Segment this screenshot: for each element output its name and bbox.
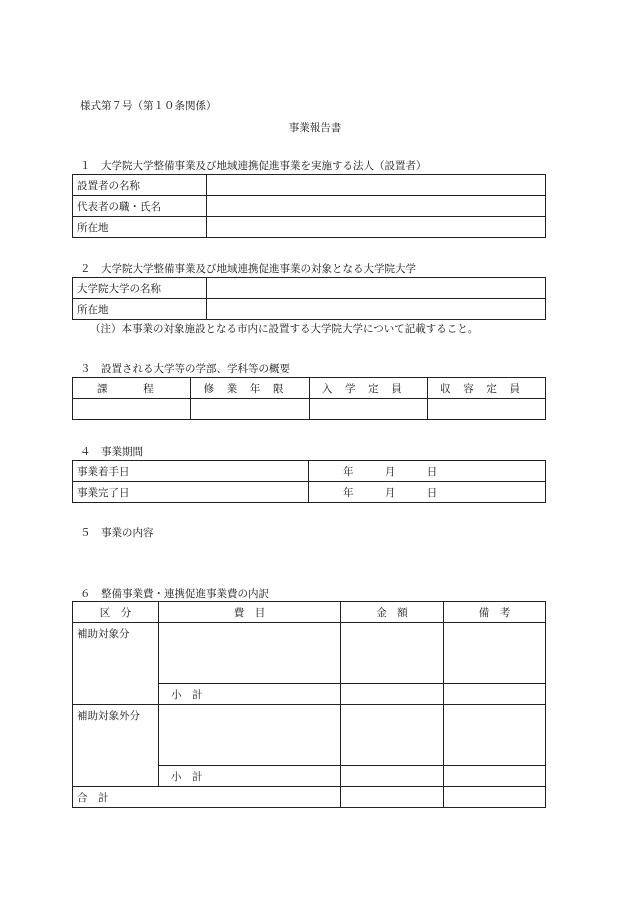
year-label: 年 (343, 465, 354, 478)
value-cell[interactable] (191, 399, 309, 420)
subtotal-label: 小 計 (159, 766, 341, 787)
header-years: 修業年限 (191, 378, 309, 399)
total-label: 合 計 (73, 787, 341, 808)
header-capacity: 収容定員 (427, 378, 545, 399)
table-row (73, 196, 546, 217)
label-cell: 設置者の名称 (73, 175, 207, 196)
header-course: 課 程 (73, 378, 191, 399)
section2-table (72, 277, 546, 320)
header-category: 区 分 (73, 602, 159, 623)
section3-table (72, 377, 546, 420)
month-label: 月 (384, 486, 396, 499)
section2-note: （注）本事業の対象施設となる市内に設置する大学院大学について記載すること。 (90, 323, 479, 335)
group-non-subsidized: 補助対象外分 (73, 705, 159, 787)
value-cell[interactable] (207, 217, 546, 238)
header-remarks: 備 考 (444, 602, 546, 623)
item-cell[interactable] (159, 705, 341, 766)
table-row (73, 299, 546, 320)
header-admission: 入学定員 (309, 378, 427, 399)
section3-heading: ３ 設置される大学等の学部、学科等の概要 (80, 363, 290, 375)
value-cell[interactable] (207, 278, 546, 299)
remarks-cell[interactable] (444, 684, 546, 705)
date-cell[interactable] (309, 482, 546, 503)
total-row (73, 787, 546, 808)
table-row (73, 623, 546, 684)
subtotal-label: 小 計 (159, 684, 341, 705)
amount-cell[interactable] (341, 787, 444, 808)
document-title: 事業報告書 (288, 122, 342, 134)
section2-heading: ２ 大学院大学整備事業及び地域連携促進事業の対象となる大学院大学 (80, 263, 416, 275)
table-row (73, 399, 546, 420)
label-cell: 事業着手日 (73, 461, 309, 482)
year-label: 年 (343, 486, 354, 499)
label-cell: 所在地 (73, 299, 207, 320)
value-cell[interactable] (207, 175, 546, 196)
table-row (73, 175, 546, 196)
label-cell: 所在地 (73, 217, 207, 238)
value-cell[interactable] (427, 399, 545, 420)
remarks-cell[interactable] (444, 623, 546, 684)
day-label: 日 (426, 486, 438, 499)
label-cell: 事業完了日 (73, 482, 309, 503)
form-number: 様式第７号（第１０条関係） (80, 100, 217, 112)
section6-table (72, 601, 546, 808)
table-header-row (73, 378, 546, 399)
section1-table (72, 174, 546, 238)
remarks-cell[interactable] (444, 766, 546, 787)
section5-heading: ５ 事業の内容 (80, 527, 154, 539)
value-cell[interactable] (207, 196, 546, 217)
day-label: 日 (426, 465, 438, 478)
value-cell[interactable] (309, 399, 427, 420)
remarks-cell[interactable] (444, 705, 546, 766)
table-row (73, 217, 546, 238)
item-cell[interactable] (159, 623, 341, 684)
table-row (73, 461, 546, 482)
value-cell[interactable] (73, 399, 191, 420)
section4-heading: ４ 事業期間 (80, 446, 143, 458)
section6-heading: ６ 整備事業費・連携促進事業費の内訳 (80, 588, 269, 600)
amount-cell[interactable] (341, 766, 444, 787)
date-cell[interactable] (309, 461, 546, 482)
table-row (73, 705, 546, 766)
remarks-cell[interactable] (444, 787, 546, 808)
table-row (73, 482, 546, 503)
label-cell: 大学院大学の名称 (73, 278, 207, 299)
table-row (73, 278, 546, 299)
header-item: 費 目 (159, 602, 341, 623)
section4-table (72, 460, 546, 503)
value-cell[interactable] (207, 299, 546, 320)
header-amount: 金 額 (341, 602, 444, 623)
group-subsidized: 補助対象分 (73, 623, 159, 705)
table-header-row (73, 602, 546, 623)
section1-heading: １ 大学院大学整備事業及び地域連携促進事業を実施する法人（設置者） (80, 160, 427, 172)
label-cell: 代表者の職・氏名 (73, 196, 207, 217)
amount-cell[interactable] (341, 705, 444, 766)
amount-cell[interactable] (341, 623, 444, 684)
amount-cell[interactable] (341, 684, 444, 705)
month-label: 月 (384, 465, 396, 478)
